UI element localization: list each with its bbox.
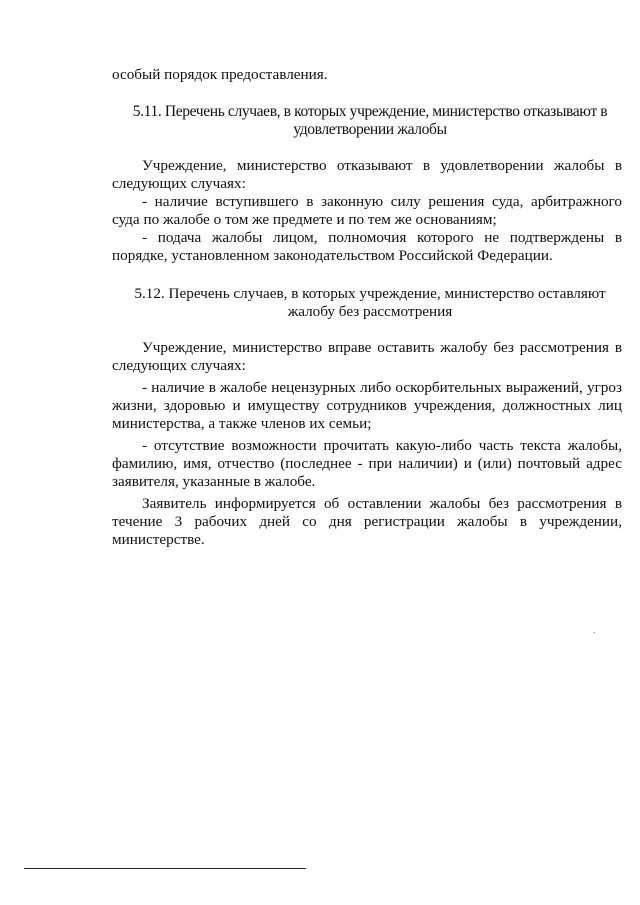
section-5-12-heading: 5.12. Перечень случаев, в которых учреждение, министерство оставляют жалобу без рассмотрения [134, 285, 606, 320]
section-5-11-item-1: - наличие вступившего в законную силу решения суда, арбитражного суда по жалобе о том же предмете и по тем же основаниям; [112, 193, 622, 228]
section-5-12-lead: Учреждение, министерство вправе оставить жалобу без рассмотрения в следующих случаях: [112, 339, 622, 374]
section-5-12-item-2: - отсутствие возможности прочитать какую-либо часть текста жалобы, фамилию, имя, отчество (последнее - при наличии) и (или) почтовый адрес заявителя, указанные в жалобе. [112, 437, 622, 490]
footnote-separator-line [24, 868, 306, 869]
intro-tail-text: особый порядок предоставления. [112, 66, 328, 83]
section-5-11-item-2: - подача жалобы лицом, полномочия которого не подтверждены в порядке, установленном законодательством Российской Федерации. [112, 229, 622, 264]
section-5-11-lead: Учреждение, министерство отказывают в удовлетворении жалобы в следующих случаях: [112, 157, 622, 192]
scan-speck [594, 632, 595, 633]
section-5-11-heading: 5.11. Перечень случаев, в которых учреждение, министерство отказывают в удовлетворении жалобы [132, 103, 608, 138]
section-5-12-closing: Заявитель информируется об оставлении жалобы без рассмотрения в течение 3 рабочих дней со дня регистрации жалобы в учреждении, министерстве. [112, 495, 622, 548]
section-5-12-item-1: - наличие в жалобе нецензурных либо оскорбительных выражений, угроз жизни, здоровью и имуществу сотрудников учреждения, должностных лиц министерства, а также членов их семьи; [112, 379, 622, 432]
